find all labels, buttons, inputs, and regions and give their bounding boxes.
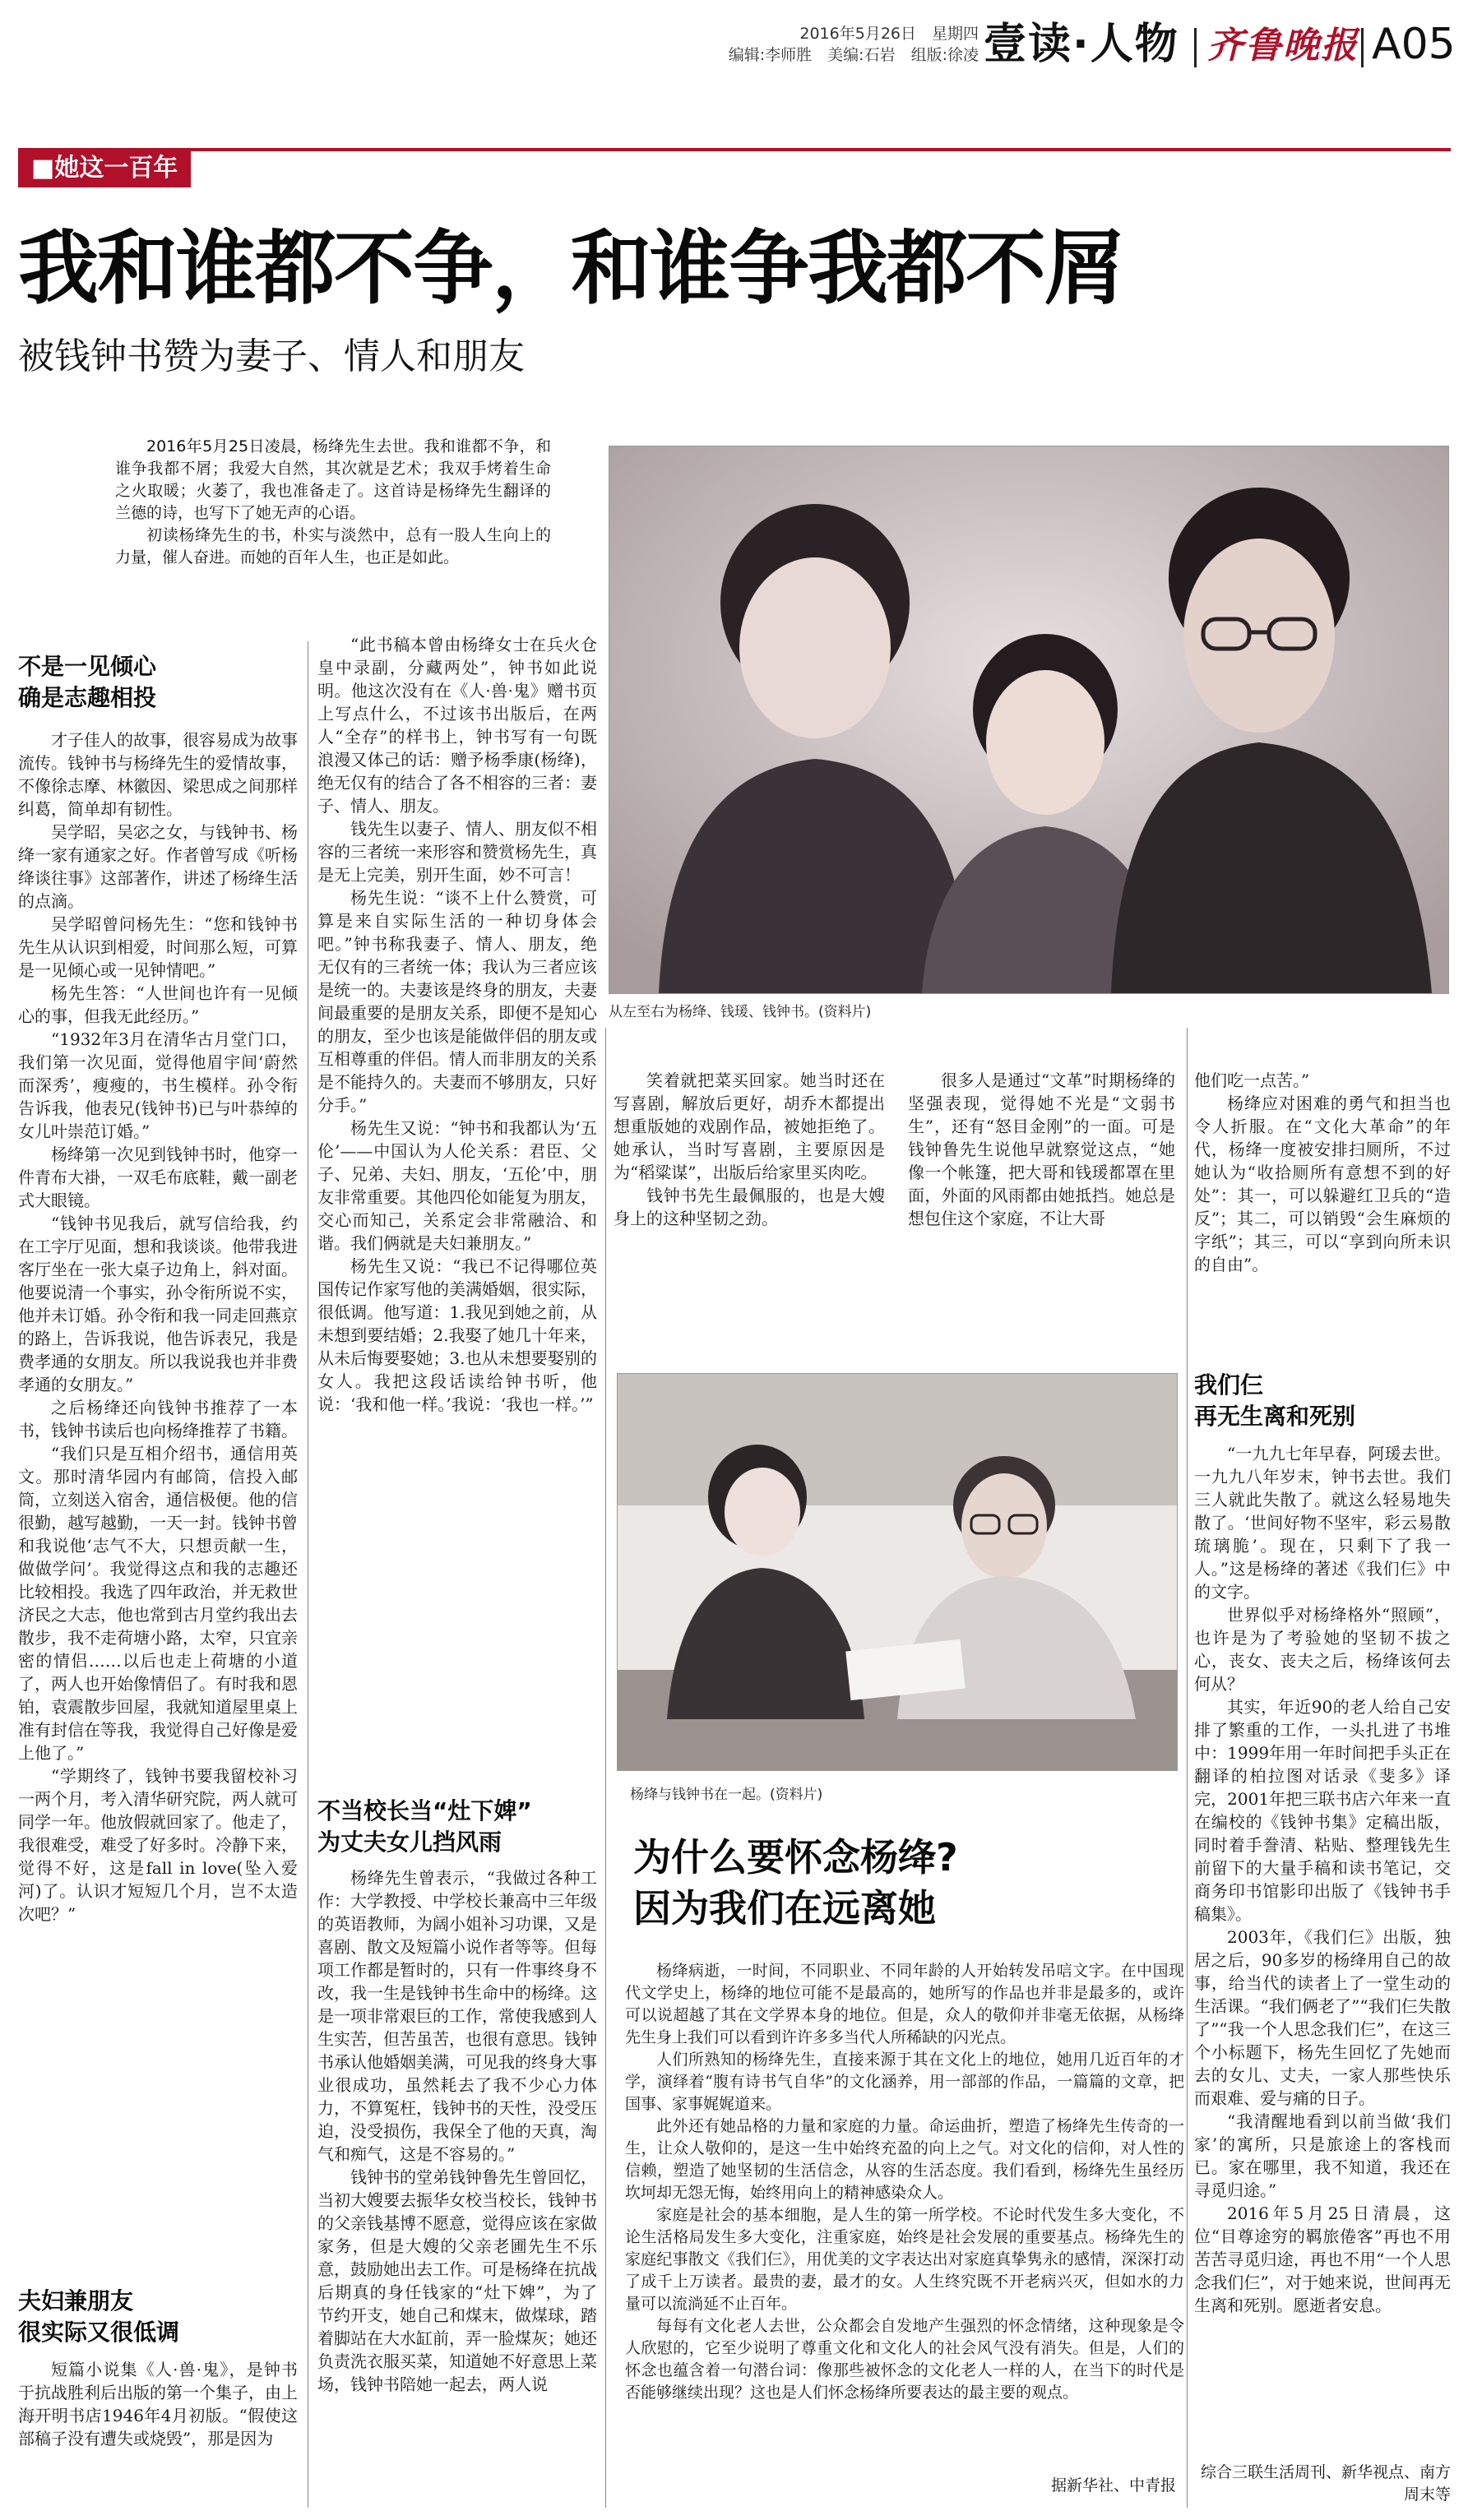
- section2-paragraph: 杨先生又说：“我已不记得哪位英国传记作家写他的美满婚姻，很实际，很低调。他写道：1.我见到她之前，从未想到要结婚；2.我娶了她几十年来，从未后悔要娶她；3.也从未想要娶别的女人。我把这段话读给钟书听，他说：‘我和他一样。’我说：‘我也一样。’”: [317, 1256, 597, 1414]
- section5-title-1: 我们仨: [1194, 1371, 1264, 1399]
- family-photo: [609, 446, 1449, 994]
- feature-body: [625, 1960, 1184, 2445]
- section1-paragraph: “1932年3月在清华古月堂门口，我们第一次见面，觉得他眉宇间‘蔚然而深秀’，瘦瘦的，书生模样。孙令衔告诉我，他表兄(钱钟书)已与叶恭绰的女儿叶崇范订婚。”: [18, 1029, 298, 1141]
- section2b-title-2: 为丈夫女儿挡风雨: [317, 1829, 502, 1856]
- couple-photo-image: [618, 1374, 1177, 1770]
- section1-paragraph: 吴学昭，吴宓之女，与钱钟书、杨绛一家有通家之好。作者曾写成《听杨绛谈往事》这部著作，讲述了杨绛生活的点滴。: [18, 822, 298, 911]
- feature-title-1: 为什么要怀念杨绛?: [633, 1835, 958, 1880]
- section2-paragraph: 钱先生以妻子、情人、朋友似不相容的三者统一来形容和赞赏杨先生，真是无上完美，别开生面，妙不可言！: [317, 819, 597, 885]
- section1-paragraph: 杨先生答：“人世间也许有一见倾心的事，但我无此经历。”: [18, 983, 298, 1026]
- section1b-title-1: 夫妇兼朋友: [18, 2287, 134, 2314]
- section1-paragraph: “钱钟书见我后，就写信给我，约在工字厅见面，想和我谈谈。他带我进客厅坐在一张大桌子边角上，斜对面。他要说清一个事实，孙令衔所说不实，他并未订婚。孙令衔和我一同走回燕京的路上，告诉我说，他告诉表兄，我是费孝通的女朋友。所以我说我也并非费孝通的女朋友。”: [18, 1214, 298, 1394]
- feature-paragraph: 杨绛病逝，一时间，不同职业、不同年龄的人开始转发吊唁文字。在中国现代文学史上，杨绛的地位可能不是最高的，她所写的作品也并非是最多的，或许可以说超越了其在文学界本身的地位。但是，众人的敬仰并非毫无依据，从杨绛先生身上我们可以看到许许多多当代人所稀缺的闪光点。: [625, 1962, 1184, 2046]
- section5-credit: 综合三联生活周刊、新华视点、南方周末等: [1200, 2463, 1451, 2504]
- feature-title-2: 因为我们在远离她: [633, 1886, 936, 1930]
- section3-body: [614, 1069, 885, 1365]
- section2-paragraph: 杨先生说：“谈不上什么赞赏，可算是来自实际生活的一种切身体会吧。”钟书称我妻子、情人、朋友，绝无仅有的三者统一体；我认为三者应该是统一的。夫妻该是终身的朋友，夫妻间最重要的是朋友关系，即便不是知心的朋友，至少也该是能做伴侣的朋友或互相尊重的伴侣。情人而非朋友的关系是不能持久的。夫妻而不够朋友，只好分手。”: [317, 888, 597, 1115]
- section2b-title-1: 不当校长当“灶下婢”: [317, 1797, 532, 1824]
- section-name: 壹读·人物: [984, 20, 1179, 69]
- feature-credit: 据新华社、中青报: [1050, 2476, 1176, 2495]
- feature-paragraph: 每每有文化老人去世，公众都会自发地产生强烈的怀念情绪，这种现象是令人欣慰的，它至少说明了尊重文化和文化人的社会风气没有消失。但是，人们的怀念也蕴含着一句潜台词：像那些被怀念的文化老人一样的人，在当下的时代是否能够继续出现？这也是人们怀念杨绛所要表达的最主要的观点。: [625, 2317, 1184, 2402]
- section1-paragraph: 才子佳人的故事，很容易成为故事流传。钱钟书与杨绛先生的爱情故事，不像徐志摩、林徽因、梁思成之间那样纠葛，简单却有韧性。: [18, 730, 298, 819]
- section2b-paragraph: 杨绛先生曾表示，“我做过各种工作：大学教授、中学校长兼高中三年级的英语教师，为阔小姐补习功课，又是喜剧、散文及短篇小说作者等等。但每项工作都是暂时的，只有一件事终身不改，我一生是钱钟书生命中的杨绛。这是一项非常艰巨的工作，常使我感到人生实苦，但苦虽苦，也很有意思。钱钟书承认他婚姻美满，可见我的终身大事业很成功，虽然耗去了我不少心力体力，不算冤枉，钱钟书的天性，没受压迫，没受损伤，我保全了他的天真，淘气和痴气，这是不容易的。”: [317, 1868, 597, 2164]
- section2-paragraph: “此书稿本曾由杨绛女士在兵火仓皇中录副，分藏两处”，钟书如此说明。他这次没有在《人·兽·鬼》赠书页上写点什么，不过该书出版后，在两人“全存”的样书上，钟书写有一句既浪漫又体己的话：赠予杨季康(杨绛)，绝无仅有的结合了各不相容的三者：妻子、情人、朋友。: [317, 635, 597, 816]
- feature-paragraph: 家庭是社会的基本细胞，是人生的第一所学校。不论时代发生多大变化，不论生活格局发生多大变化，注重家庭，始终是社会发展的重要基点。杨绛先生的家庭纪事散文《我们仨》，用优美的文字表达出对家庭真挚隽永的感情，深深打动了成千上万读者。最贵的妻，最才的女。人生终究既不开老病兴灭，但如水的力量可以流淌延不止百年。: [625, 2206, 1184, 2313]
- masthead-divider: [1194, 28, 1197, 67]
- section5-paragraph: 杨绛应对困难的勇气和担当也令人折服。在“文化大革命”的年代，杨绛一度被安排扫厕所，不过她认为“收拾厕所有意想不到的好处”：其一，可以躲避红卫兵的“造反”；其二，可以销毁“会生麻烦的字纸”；其三，可以“享到向所未识的自由”。: [1194, 1094, 1451, 1274]
- section1-paragraph: 之后杨绛还向钱钟书推荐了一本书，钱钟书读后也向杨绛推荐了书籍。: [18, 1398, 298, 1440]
- section5-title-2: 再无生离和死别: [1194, 1403, 1356, 1430]
- paper-logo: 齐鲁晚报: [1207, 25, 1359, 67]
- feature-paragraph: 此外还有她品格的力量和家庭的力量。命运曲折，塑造了杨绛先生传奇的一生，让众人敬仰的，是这一生中始终充盈的向上之气。对文化的信仰，对人性的信赖，塑造了她坚韧的生活信念，从容的生活态度。我们看到，杨绛先生虽经历坎坷却无怨无悔，始终用向上的精神感染众人。: [625, 2117, 1184, 2202]
- photo2-caption: 杨绛与钱钟书在一起。(资料片): [630, 1787, 823, 1803]
- section1-heading: [18, 651, 298, 714]
- family-photo-image: [609, 446, 1448, 993]
- section5-paragraph: 世界似乎对杨绛格外“照顾”，也许是为了考验她的坚韧不拔之心，丧女、丧夫之后，杨绛该何去何从？: [1194, 1605, 1451, 1694]
- masthead-date: 2016年5月26日 星期四: [799, 25, 979, 43]
- section2-paragraph: 杨先生又说：“钟书和我都认为‘五伦’——中国认为人伦关系：君臣、父子、兄弟、夫妇、朋友，‘五伦’中，朋友非常重要。其他四伦如能复为朋友，交心而知己，关系定会非常融洽、和谐。我们俩就是夫妇兼朋友。”: [317, 1118, 597, 1253]
- section1-paragraph: “我们只是互相介绍书，通信用英文。那时清华园内有邮筒，信投入邮筒，立刻送入宿舍，通信极便。他的信很勤，越写越勤，一天一封。钱钟书曾和我说他‘志气不大，只想贡献一生，做做学问’。我觉得这点和我的志趣还比较相投。我选了四年政治，并无救世济民之大志，他也常到古月堂约我出去散步，我不走荷塘小路，太窄，只宜亲密的情侣……以后也走上荷塘的小道了，两人也开始像情侣了。有时我和恩铂，袁震散步回屋，我就知道屋里桌上准有封信在等我，我觉得自己好像是爱上他了。”: [18, 1444, 298, 1763]
- page-number: A05: [1372, 20, 1456, 69]
- masthead-meta: [625, 23, 979, 66]
- section5-paragraph: 2016年5月25日清晨，这位“目尊途穷的羁旅倦客”再也不用苦苦寻觅归途，再也不用“一个人思念我们仨”，对于她来说，世间再无生离和死别。愿逝者安息。: [1194, 2203, 1451, 2315]
- column-divider-3: [1187, 1028, 1188, 2508]
- section3-paragraph: 钱钟书先生最佩服的，也是大嫂身上的这种坚韧之劲。: [614, 1186, 885, 1228]
- section1-body: [18, 728, 298, 2233]
- photo1-caption: 从左至右为杨绛、钱瑗、钱钟书。(资料片): [609, 1004, 872, 1020]
- section1-paragraph: 杨绛第一次见到钱钟书时，他穿一件青布大褂，一双毛布底鞋，戴一副老式大眼镜。: [18, 1144, 298, 1210]
- section3-paragraph: 笑着就把菜买回家。她当时还在写喜剧，解放后更好，胡乔木都提出想重版她的戏剧作品，被她拒绝了。她承认，当时写喜剧，主要原因是为“稻粱谋”，出版后给家里买肉吃。: [614, 1070, 885, 1182]
- masthead-divider-2: [1361, 28, 1364, 67]
- section1b-heading: [18, 2286, 298, 2348]
- section2-body: [317, 633, 597, 1768]
- section2b-paragraph: 钱钟书的堂弟钱钟鲁先生曾回忆，当初大嫂要去振华女校当校长，钱钟书的父亲钱基博不愿意，觉得应该在家做家务，但是大嫂的父亲老圃先生不乐意，鼓励她出去工作。可是杨绛在抗战后期真的身任钱家的“灶下婢”，为了节约开支，她自己和煤末，做煤球，踏着脚站在大水缸前，弄一脸煤灰；她还负责洗衣服买菜，知道她不好意思上菜场，钱钟书陪她一起去，两人说: [317, 2167, 597, 2394]
- feature-heading: [633, 1832, 1176, 1934]
- section2b-body: [317, 1866, 597, 2506]
- section1b-title-2: 很实际又很低调: [18, 2319, 180, 2346]
- section1-paragraph: 吴学昭曾问杨先生：“您和钱钟书先生从认识到相爱，时间那么短，可算是一见倾心或一见钟情吧。”: [18, 914, 298, 980]
- lead-text-2: 初读杨绛先生的书，朴实与淡然中，总有一股人生向上的力量，催人奋进。而她的百年人生，也正是如此。: [115, 526, 551, 566]
- column-tag-label: 她这一百年: [54, 154, 178, 183]
- section5-paragraph: 他们吃一点苦。”: [1194, 1070, 1310, 1090]
- column-divider-2: [605, 1028, 606, 2508]
- section1-title-1: 不是一见倾心: [18, 653, 157, 680]
- feature-paragraph: 人们所熟知的杨绛先生，直接来源于其在文化上的地位，她用几近百年的才学，演绎着“腹有诗书气自华”的文化涵养，用一部部的作品，一篇篇的文章，把国事、家事娓娓道来。: [625, 2051, 1184, 2113]
- section1b-body: [18, 2358, 298, 2506]
- lead-text-1: 2016年5月25日凌晨，杨绛先生去世。我和谁都不争，和谁争我都不屑；我爱大自然，其次就是艺术；我双手烤着生命之火取暖；火萎了，我也准备走了。这首诗是杨绛先生翻译的兰德的诗，也写下了她无声的心语。: [115, 437, 551, 522]
- couple-photo: [617, 1373, 1178, 1771]
- section5-heading: [1194, 1370, 1451, 1432]
- lead-paragraph: [115, 436, 551, 569]
- section5-paragraph: “我清醒地看到以前当做‘我们家’的寓所，只是旅途上的客栈而已。家在哪里，我不知道，我还在寻觅归途。”: [1194, 2111, 1451, 2200]
- section5-paragraph: “一九九七年早春，阿瑗去世。一九九八年岁末，钟书去世。我们三人就此失散了。就这么轻易地失散了。‘世间好物不坚牢，彩云易散琉璃脆’。现在，只剩下了我一人。”这是杨绛的著述《我们仨》中的文字。: [1194, 1444, 1451, 1602]
- section5-paragraph: 其实，年近90的老人给自己安排了繁重的工作，一头扎进了书堆中：1999年用一年时间把手头正在翻译的柏拉图对话录《斐多》译完，2001年把三联书店六年来一直在编校的《钱钟书集》定稿出版，同时着手誊清、粘贴、整理钱先生前留下的大量手稿和读书笔记，交商务印书馆影印出版了《钱钟书手稿集》。: [1194, 1697, 1451, 1924]
- section2b-heading: [317, 1796, 597, 1858]
- section1-paragraph: “学期终了，钱钟书要我留校补习一两个月，考入清华研究院，两人就可同学一年。他放假就回家了。他走了，我很难受，难受了好多时。冷静下来，觉得不好，这是fall in love(坠入爱河)了。认识才短短几个月，岂不太造次吧？”: [18, 1766, 298, 1924]
- section1-title-2: 确是志趣相投: [18, 684, 157, 711]
- masthead-editors: 编辑:李师胜 美编:石岩 组版:徐凌: [728, 46, 979, 64]
- header-red-rule: [18, 148, 1451, 151]
- section5-top-body: [1194, 1069, 1451, 1352]
- section5-body: [1194, 1442, 1451, 2463]
- section1b-paragraph: 短篇小说集《人·兽·鬼》，是钟书于抗战胜利后出版的第一个集子，由上海开明书店1946年4月初版。“假使这部稿子没有遭失或烧毁”，那是因为: [18, 2360, 298, 2448]
- column-tag: ■她这一百年: [18, 150, 191, 187]
- headline: 我和谁都不争，和谁争我都不屑: [18, 222, 1124, 316]
- subhead: 被钱钟书赞为妻子、情人和朋友: [18, 335, 525, 377]
- section4-paragraph: 很多人是通过“文革”时期杨绛的坚强表现，觉得她不光是“文弱书生”，还有“怒目金刚”的一面。可是钱钟鲁先生说他早就察觉这点，“她像一个帐篷，把大哥和钱瑗都罩在里面，外面的风雨都由她抵挡。她总是想包住这个家庭，不让大哥: [908, 1070, 1175, 1228]
- section4-body: [908, 1069, 1175, 1365]
- section5-paragraph: 2003年，《我们仨》出版，独居之后，90多岁的杨绛用自己的故事，给当代的读者上了一堂生动的生活课。“我们俩老了”“我们仨失散了”“我一个人思念我们仨”，在这三个小标题下，杨先生回忆了先她而去的女儿、丈夫，一家人那些快乐而艰难、爱与痛的日子。: [1194, 1927, 1451, 2108]
